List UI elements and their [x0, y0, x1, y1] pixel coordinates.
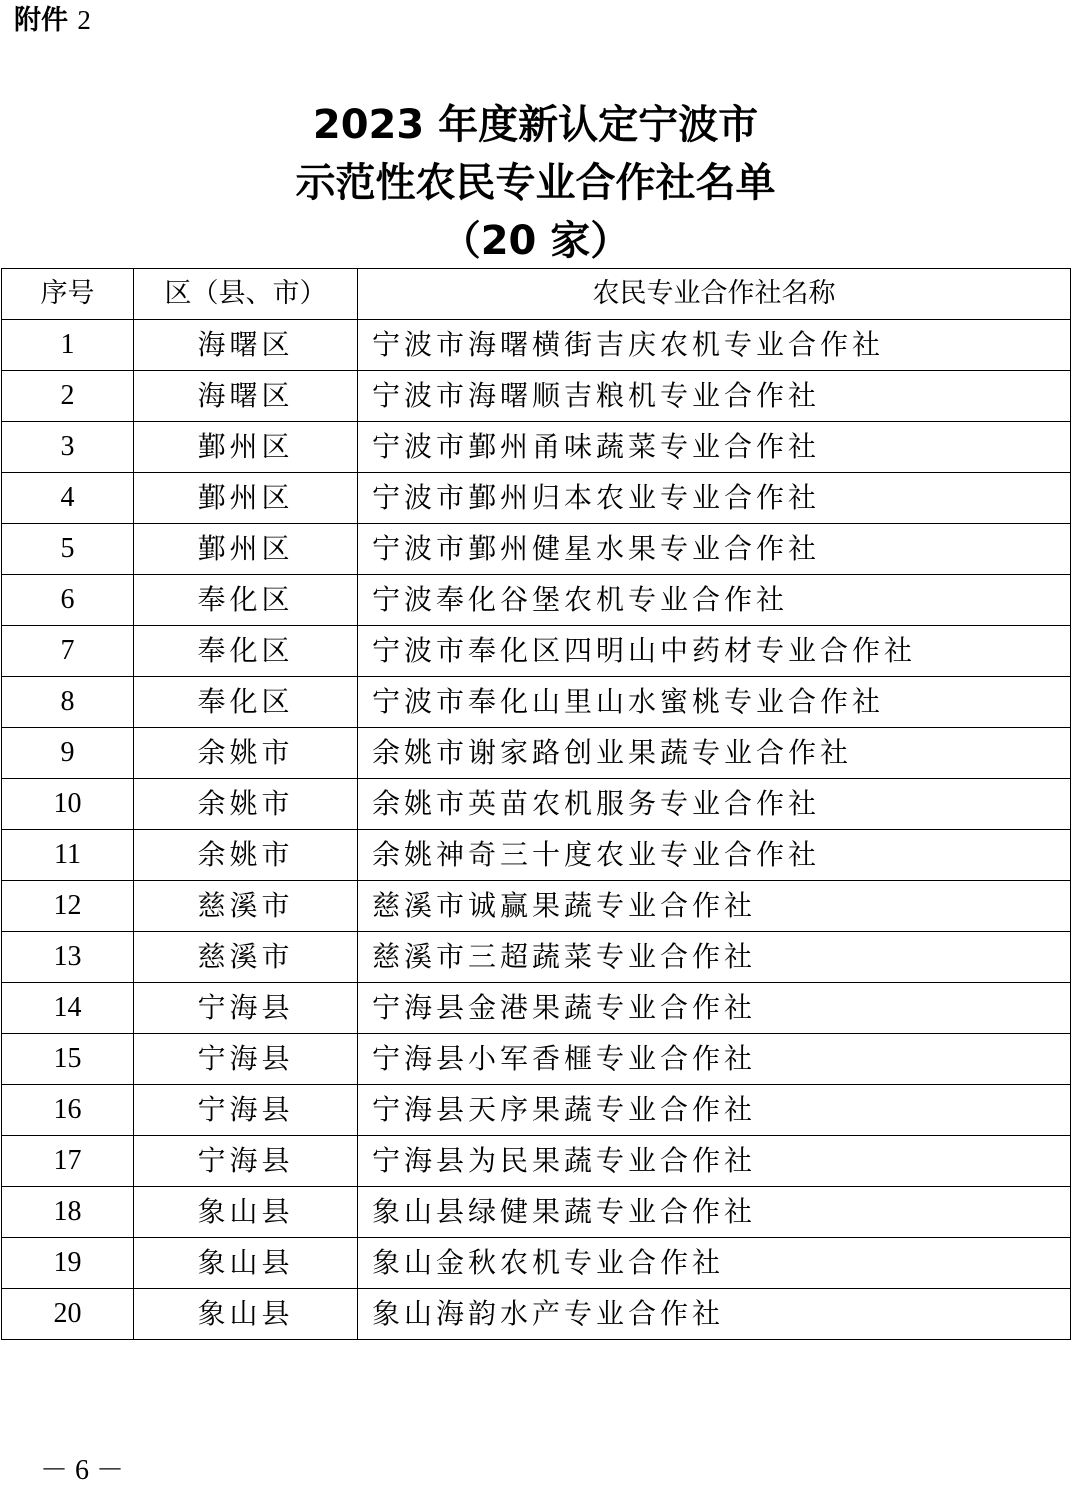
cell-seq: 12 [2, 881, 134, 932]
cell-district: 宁海县 [134, 1034, 358, 1085]
cell-name: 宁波市鄞州甬味蔬菜专业合作社 [358, 422, 1071, 473]
cell-seq: 4 [2, 473, 134, 524]
cell-district: 宁海县 [134, 1085, 358, 1136]
cell-seq: 9 [2, 728, 134, 779]
cell-name: 宁波市鄞州健星水果专业合作社 [358, 524, 1071, 575]
attachment-number: 2 [77, 5, 91, 35]
cell-district: 海曙区 [134, 320, 358, 371]
table-row [2, 1187, 1071, 1238]
cell-seq: 18 [2, 1187, 134, 1238]
table-row [2, 677, 1071, 728]
table-row [2, 1034, 1071, 1085]
cell-name: 象山县绿健果蔬专业合作社 [358, 1187, 1071, 1238]
table-row [2, 779, 1071, 830]
table-row [2, 1289, 1071, 1340]
cell-name: 宁波奉化谷堡农机专业合作社 [358, 575, 1071, 626]
table-row [2, 473, 1071, 524]
table-row [2, 422, 1071, 473]
cell-seq: 17 [2, 1136, 134, 1187]
cell-district: 宁海县 [134, 1136, 358, 1187]
cell-name: 慈溪市诚赢果蔬专业合作社 [358, 881, 1071, 932]
attachment-label [14, 2, 91, 39]
cell-name: 宁海县天序果蔬专业合作社 [358, 1085, 1071, 1136]
cell-seq: 11 [2, 830, 134, 881]
cell-district: 海曙区 [134, 371, 358, 422]
table-row [2, 1238, 1071, 1289]
cell-seq: 8 [2, 677, 134, 728]
table-row [2, 320, 1071, 371]
table-row [2, 983, 1071, 1034]
cell-name: 宁波市奉化山里山水蜜桃专业合作社 [358, 677, 1071, 728]
cell-district: 奉化区 [134, 575, 358, 626]
title-line-1: 2023 年度新认定宁波市 [312, 102, 759, 148]
table-row [2, 881, 1071, 932]
cooperative-list-table [1, 268, 1071, 1340]
cell-name: 余姚市谢家路创业果蔬专业合作社 [358, 728, 1071, 779]
cell-seq: 5 [2, 524, 134, 575]
header-district: 区（县、市） [134, 269, 358, 320]
table-row [2, 728, 1071, 779]
cell-district: 鄞州区 [134, 473, 358, 524]
cell-name: 宁波市海曙横街吉庆农机专业合作社 [358, 320, 1071, 371]
cell-district: 余姚市 [134, 779, 358, 830]
table-row [2, 626, 1071, 677]
title-line-2: 示范性农民专业合作社名单 [295, 160, 776, 206]
cell-district: 象山县 [134, 1187, 358, 1238]
table-row [2, 932, 1071, 983]
cell-district: 余姚市 [134, 830, 358, 881]
cell-seq: 1 [2, 320, 134, 371]
cell-district: 鄞州区 [134, 422, 358, 473]
cell-seq: 2 [2, 371, 134, 422]
cell-seq: 3 [2, 422, 134, 473]
title-line-3: （20 家） [440, 218, 631, 264]
table-header-row [2, 269, 1071, 320]
cell-name: 余姚神奇三十度农业专业合作社 [358, 830, 1071, 881]
header-seq: 序号 [2, 269, 134, 320]
cell-district: 鄞州区 [134, 524, 358, 575]
cell-name: 象山海韵水产专业合作社 [358, 1289, 1071, 1340]
cell-seq: 6 [2, 575, 134, 626]
cell-district: 余姚市 [134, 728, 358, 779]
page-number: － 6 － [40, 1455, 125, 1486]
table-row [2, 1136, 1071, 1187]
cell-name: 宁海县为民果蔬专业合作社 [358, 1136, 1071, 1187]
cell-district: 象山县 [134, 1289, 358, 1340]
cell-seq: 14 [2, 983, 134, 1034]
cell-district: 慈溪市 [134, 881, 358, 932]
table-row [2, 371, 1071, 422]
attachment-text: 附件 [14, 5, 68, 36]
cell-district: 象山县 [134, 1238, 358, 1289]
table-row [2, 830, 1071, 881]
cell-seq: 16 [2, 1085, 134, 1136]
cell-district: 奉化区 [134, 626, 358, 677]
cell-seq: 10 [2, 779, 134, 830]
cell-name: 宁波市鄞州归本农业专业合作社 [358, 473, 1071, 524]
cell-district: 奉化区 [134, 677, 358, 728]
cell-seq: 7 [2, 626, 134, 677]
document-title [0, 96, 1071, 270]
cell-district: 慈溪市 [134, 932, 358, 983]
table-row [2, 1085, 1071, 1136]
cell-seq: 19 [2, 1238, 134, 1289]
cell-name: 宁海县金港果蔬专业合作社 [358, 983, 1071, 1034]
cell-name: 宁波市海曙顺吉粮机专业合作社 [358, 371, 1071, 422]
cell-name: 宁海县小军香榧专业合作社 [358, 1034, 1071, 1085]
table-row [2, 524, 1071, 575]
cell-name: 宁波市奉化区四明山中药材专业合作社 [358, 626, 1071, 677]
cell-seq: 13 [2, 932, 134, 983]
cell-name: 象山金秋农机专业合作社 [358, 1238, 1071, 1289]
cell-seq: 15 [2, 1034, 134, 1085]
table-row [2, 575, 1071, 626]
cell-name: 慈溪市三超蔬菜专业合作社 [358, 932, 1071, 983]
header-name: 农民专业合作社名称 [358, 269, 1071, 320]
cell-seq: 20 [2, 1289, 134, 1340]
cell-name: 余姚市英苗农机服务专业合作社 [358, 779, 1071, 830]
cell-district: 宁海县 [134, 983, 358, 1034]
